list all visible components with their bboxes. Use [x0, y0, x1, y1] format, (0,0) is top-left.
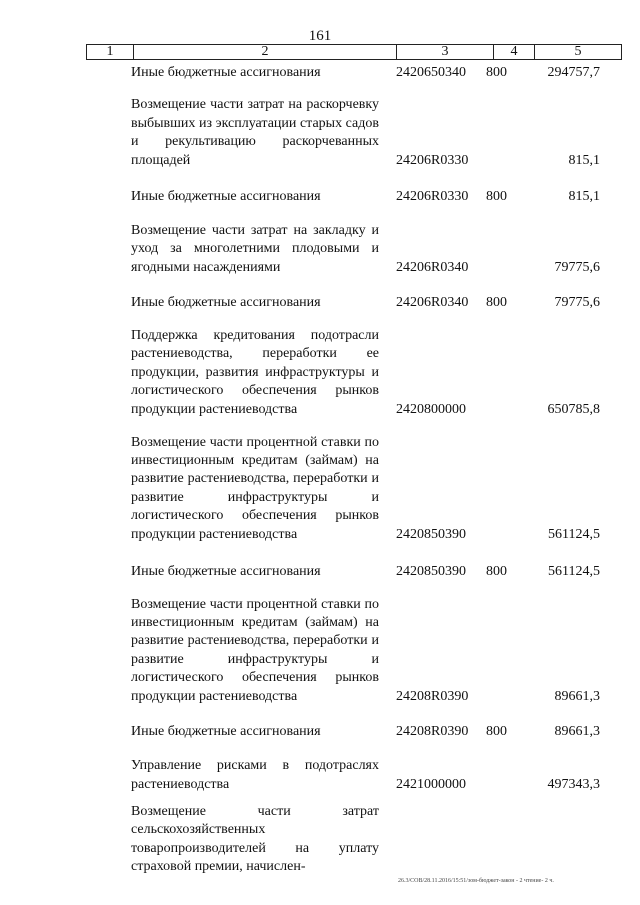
column-header-1: 1 [87, 45, 134, 60]
row-amount: 815,1 [568, 152, 600, 168]
row-code: 24208R0390 [396, 723, 469, 739]
table-row [0, 327, 640, 419]
row-code: 24206R0330 [396, 188, 469, 204]
table-row [0, 561, 640, 581]
row-expense-type: 800 [486, 188, 507, 204]
row-amount: 815,1 [568, 188, 600, 204]
row-amount: 294757,7 [547, 64, 600, 80]
row-expense-type: 800 [486, 294, 507, 310]
row-expense-type: 800 [486, 64, 507, 80]
table-row [0, 434, 640, 544]
row-code: 2421000000 [396, 776, 466, 792]
document-footer-note: 26.3/СОВ/28.11.2016/15:51/зом-бюджет-закон - 2 чтение- 2 ч. [398, 878, 554, 884]
row-name: Управление рисками в подотраслях растениеводства [131, 758, 379, 792]
table-row [0, 292, 640, 312]
row-name: Возмещение части процентной ставки по инвестиционным кредитам (займам) на развитие растениеводства, переработки и развитие инфраструктуры и логистического обеспечения рынков продукции растениеводства [131, 434, 379, 542]
table-row [0, 62, 640, 82]
row-amount: 497343,3 [547, 776, 600, 792]
row-amount: 561124,5 [548, 526, 600, 542]
table-row [0, 186, 640, 206]
table-row [0, 596, 640, 706]
row-amount: 89661,3 [554, 688, 600, 704]
row-code: 2420800000 [396, 401, 466, 417]
row-amount: 79775,6 [554, 294, 600, 310]
row-name: Возмещение части затрат на раскорчевку выбывших из эксплуатации старых садов и рекультивацию раскорчеванных площадей [131, 97, 379, 168]
row-expense-type: 800 [486, 563, 507, 579]
row-name: Иные бюджетные ассигнования [131, 563, 321, 579]
column-header-3: 3 [397, 45, 494, 60]
row-name: Иные бюджетные ассигнования [131, 294, 321, 310]
row-name: Иные бюджетные ассигнования [131, 64, 321, 80]
row-name: Поддержка кредитования подотрасли растениеводства, переработки ее продукции, развития инфраструктуры и логистического обеспечения рынков продукции растениеводства [131, 327, 379, 417]
page-number: 161 [308, 28, 332, 44]
table-row [0, 756, 640, 794]
row-amount: 650785,8 [547, 401, 600, 417]
row-code: 24206R0330 [396, 152, 469, 168]
table-row [0, 803, 640, 875]
row-name: Иные бюджетные ассигнования [131, 188, 321, 204]
row-name: Возмещение части затрат сельскохозяйственных товаропроизводителей на уплату страховой премии, начислен- [131, 804, 379, 875]
row-expense-type: 800 [486, 723, 507, 739]
table-row [0, 721, 640, 741]
row-name: Возмещение части затрат на закладку и уход за многолетними плодовыми и ягодными насаждениями [131, 222, 379, 275]
table-row [0, 96, 640, 170]
row-name: Возмещение части процентной ставки по инвестиционным кредитам (займам) на развитие растениеводства, переработки и развитие инфраструктуры и логистического обеспечения рынков продукции растениеводства [131, 596, 379, 704]
row-code: 2420650340 [396, 64, 466, 80]
row-amount: 79775,6 [554, 259, 600, 275]
row-code: 2420850390 [396, 526, 466, 542]
table-row [0, 221, 640, 277]
row-name: Иные бюджетные ассигнования [131, 723, 321, 739]
column-header-2: 2 [134, 45, 397, 60]
row-amount: 561124,5 [548, 563, 600, 579]
row-code: 24206R0340 [396, 294, 469, 310]
row-code: 24206R0340 [396, 259, 469, 275]
row-code: 24208R0390 [396, 688, 469, 704]
column-header-row [86, 44, 622, 60]
row-amount: 89661,3 [554, 723, 600, 739]
row-code: 2420850390 [396, 563, 466, 579]
column-header-4: 4 [494, 45, 535, 60]
column-header-5: 5 [535, 45, 622, 60]
